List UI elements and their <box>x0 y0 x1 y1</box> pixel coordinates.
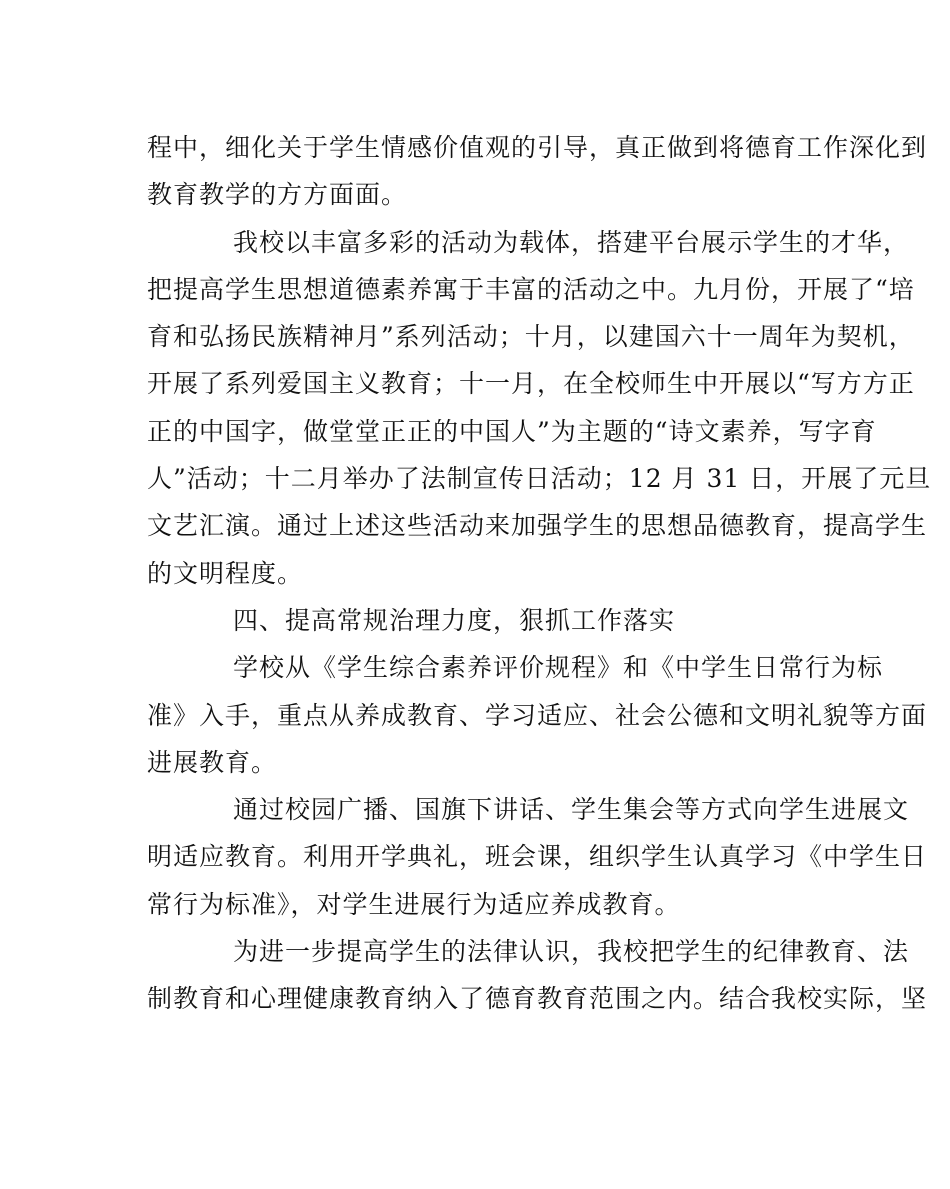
text-line: 制教育和心理健康教育纳入了德育教育范围之内。结合我校实际，坚 <box>147 984 928 1014</box>
section-heading: 四、提高常规治理力度，狠抓工作落实 <box>233 605 676 635</box>
text-line: 育和弘扬民族精神月”系列活动；十月，以建国六十一周年为契机， <box>147 322 915 352</box>
text-line: 开展了系列爱国主义教育；十一月，在全校师生中开展以“写方方正 <box>147 369 915 399</box>
text-line: 把提高学生思想道德素养寓于丰富的活动之中。九月份，开展了“培 <box>147 274 915 304</box>
paragraph-first-line: 我校以丰富多彩的活动为载体，搭建平台展示学生的才华， <box>233 227 910 257</box>
text-line: 进展教育。 <box>147 747 278 777</box>
body-text <box>147 124 932 1023</box>
text-line: 程中，细化关于学生情感价值观的引导，真正做到将德育工作深化到 <box>147 133 928 162</box>
text-line: 准》入手，重点从养成教育、学习适应、社会公德和文明礼貌等方面 <box>147 700 928 730</box>
text-line: 的文明程度。 <box>147 558 304 588</box>
text-line: 教育教学的方方面面。 <box>147 180 408 210</box>
text-line: 人”活动；十二月举办了法制宣传日活动；12 月 31 日，开展了元旦 <box>147 464 932 494</box>
text-line: 常行为标准》，对学生进展行为适应养成教育。 <box>147 889 681 919</box>
text-line: 明适应教育。利用开学典礼，班会课，组织学生认真学习《中学生日 <box>147 842 928 872</box>
text-line: 正的中国字，做堂堂正正的中国人”为主题的“诗文素养，写字育 <box>147 416 877 446</box>
paragraph-first-line: 通过校园广播、国旗下讲话、学生集会等方式向学生进展文 <box>233 795 910 825</box>
paragraph-first-line: 为进一步提高学生的法律认识，我校把学生的纪律教育、法 <box>233 937 910 967</box>
paragraph-first-line: 学校从《学生综合素养评价规程》和《中学生日常行为标 <box>233 653 884 683</box>
text-line: 文艺汇演。通过上述这些活动来加强学生的思想品德教育，提高学生 <box>147 511 928 541</box>
